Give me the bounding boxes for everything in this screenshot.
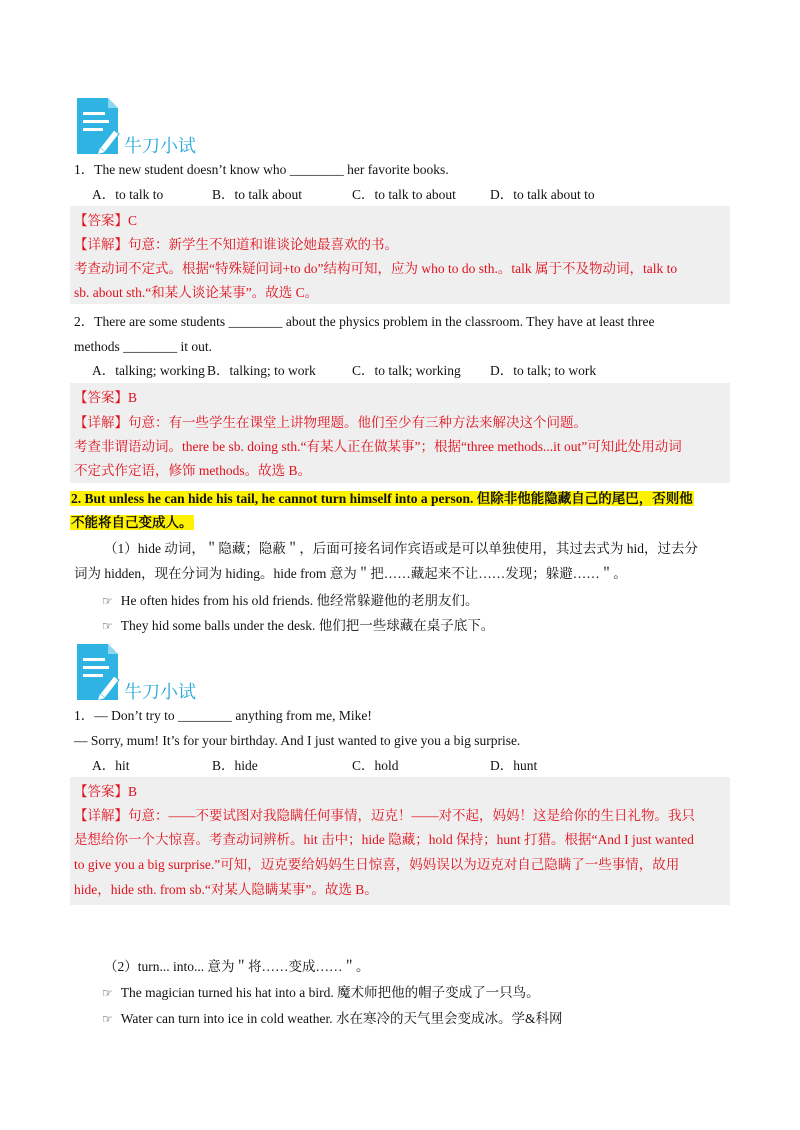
option-d: D．to talk; to work — [490, 363, 597, 378]
answer-label: 【答案】B — [74, 390, 138, 405]
example-sentence — [102, 616, 494, 636]
question-stem: 1．The new student doesn’t know who ________ her favorite books. — [74, 162, 449, 177]
highlighted-sentence — [70, 488, 730, 510]
question-stem: 1．— Don’t try to ________ anything from me, Mike! — [74, 708, 372, 723]
pointing-hand-icon: ☞ — [102, 986, 113, 1000]
example-sentence — [102, 591, 478, 611]
answer-box — [70, 206, 730, 304]
option-d: D．to talk about to — [490, 187, 595, 202]
answer-detail: sb. about sth.“和某人谈论某事”。故选 C。 — [74, 285, 319, 300]
pointing-hand-icon: ☞ — [102, 619, 113, 633]
option-d: D．hunt — [490, 758, 538, 773]
highlighted-sentence — [70, 512, 730, 534]
option-c: C．hold — [352, 758, 399, 773]
question-options — [92, 756, 732, 776]
section-title: 牛刀小试 — [124, 682, 196, 703]
answer-label: 【答案】C — [74, 213, 138, 228]
option-b: B．hide — [212, 758, 258, 773]
grammar-note: （2）turn... into... 意为＂将……变成……＂。 — [104, 959, 370, 974]
note-pencil-icon — [74, 96, 120, 156]
answer-detail: to give you a big surprise.”可知，迈克要给妈妈生日惊喜，妈妈误以为迈克对自己隐瞒了一些事情，故用 — [74, 857, 680, 872]
question-options — [92, 185, 732, 205]
section-header — [74, 642, 374, 712]
pointing-hand-icon: ☞ — [102, 594, 113, 608]
answer-detail: 是想给你一个大惊喜。考查动词辨析。hit 击中；hide 隐藏；hold 保持；hunt 打猎。根据“And I just wanted — [74, 832, 694, 847]
answer-detail: 【详解】句意：——不要试图对我隐瞒任何事情，迈克！——对不起，妈妈！这是给你的生日礼物。我只 — [74, 808, 695, 823]
section-title: 牛刀小试 — [124, 136, 196, 157]
example-text: He often hides from his old friends. 他经常躲避他的老朋友们。 — [120, 593, 479, 608]
example-sentence — [102, 1009, 562, 1029]
note-pencil-icon — [74, 642, 120, 702]
option-a: A．talking; working — [92, 363, 205, 378]
option-a: A．hit — [92, 758, 130, 773]
example-text: They hid some balls under the desk. 他们把一些球藏在桌子底下。 — [120, 618, 495, 633]
answer-box — [70, 777, 730, 905]
answer-detail: 考查非谓语动词。there be sb. doing sth.“有某人正在做某事”；根据“three methods...it out”可知此处用动词 — [74, 439, 682, 454]
option-c: C．to talk; working — [352, 363, 461, 378]
answer-label: 【答案】B — [74, 784, 138, 799]
highlight-line: 2. But unless he can hide his tail, he cannot turn himself into a person. 但除非他能隐藏自己的尾巴，否则他 — [71, 491, 693, 506]
section-header — [74, 96, 374, 166]
question-options — [92, 361, 732, 381]
question-stem: methods ________ it out. — [74, 339, 212, 354]
example-text: The magician turned his hat into a bird. 魔术师把他的帽子变成了一只鸟。 — [120, 985, 540, 1000]
option-a: A．to talk to — [92, 187, 164, 202]
highlight-line: 不能将自己变成人。 — [71, 515, 193, 530]
pointing-hand-icon: ☞ — [102, 1012, 113, 1026]
question-stem: 2．There are some students ________ about the physics problem in the classroom. They have at least three — [74, 314, 655, 329]
answer-detail: 考查动词不定式。根据“特殊疑问词+to do”结构可知，应为 who to do sth.。talk 属于不及物动词，talk to — [74, 261, 678, 276]
answer-detail: hide，hide sth. from sb.“对某人隐瞒某事”。故选 B。 — [74, 882, 378, 897]
answer-detail: 【详解】句意：有一些学生在课堂上讲物理题。他们至少有三种方法来解决这个问题。 — [74, 415, 587, 430]
question-stem: — Sorry, mum! It’s for your birthday. And I just wanted to give you a big surprise. — [74, 733, 521, 748]
answer-detail: 【详解】句意：新学生不知道和谁谈论她最喜欢的书。 — [74, 237, 398, 252]
answer-box — [70, 383, 730, 483]
option-c: C．to talk to about — [352, 187, 456, 202]
grammar-note: （1）hide 动词，＂隐藏；隐蔽＂，后面可接名词作宾语或是可以单独使用，其过去式为 hid，过去分 — [104, 541, 698, 556]
example-text: Water can turn into ice in cold weather. 水在寒冷的天气里会变成冰。学&科网 — [120, 1011, 563, 1026]
example-sentence — [102, 983, 540, 1003]
grammar-note: 词为 hidden，现在分词为 hiding。hide from 意为＂把……藏起来不让……发现；躲避……＂。 — [74, 566, 627, 581]
option-b: B．talking; to work — [207, 363, 316, 378]
answer-detail: 不定式作定语，修饰 methods。故选 B。 — [74, 463, 312, 478]
option-b: B．to talk about — [212, 187, 302, 202]
